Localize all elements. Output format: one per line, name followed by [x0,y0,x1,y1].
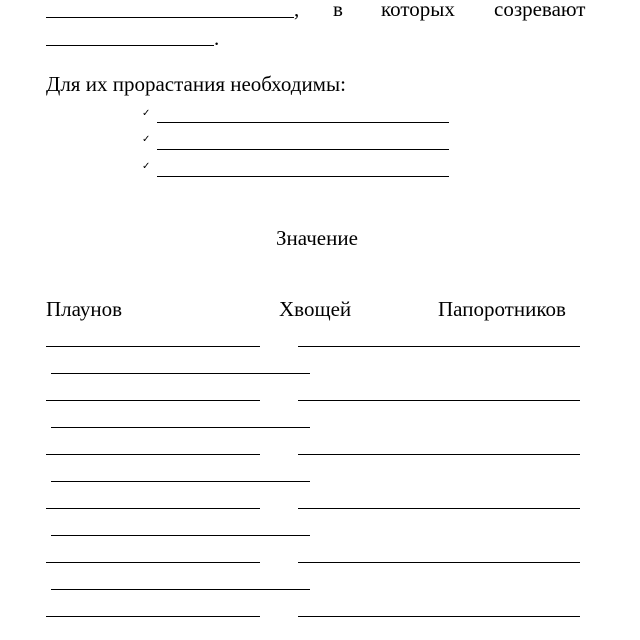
checklist-blank[interactable] [157,122,449,123]
answer-line[interactable] [51,535,310,536]
answer-line[interactable] [298,508,580,509]
germination-heading: Для их прорастания необходимы: [46,72,346,96]
answer-line[interactable] [298,562,580,563]
word-v: в [333,0,343,21]
answer-line[interactable] [46,454,260,455]
word-sozrevayut: созревают [494,0,586,21]
answer-line[interactable] [51,589,310,590]
answer-line[interactable] [46,616,260,617]
answer-line[interactable] [51,427,310,428]
checkmark-icon: ✓ [142,161,151,172]
checkmark-icon: ✓ [142,134,151,145]
answer-line[interactable] [298,616,580,617]
answer-line[interactable] [46,562,260,563]
period-text: . [214,26,220,50]
answer-line[interactable] [46,508,260,509]
section-title: Значение [276,226,358,250]
answer-line[interactable] [51,373,310,374]
answer-line[interactable] [46,400,260,401]
column-heading-plaunov: Плаунов [46,297,123,321]
checklist-blank[interactable] [157,176,449,177]
answer-line[interactable] [46,346,260,347]
answer-line[interactable] [298,454,580,455]
answer-line[interactable] [298,400,580,401]
answer-line[interactable] [51,481,310,482]
checkmark-icon: ✓ [142,108,151,119]
column-heading-paporotnikov: Папоротников [438,297,566,321]
answer-line[interactable] [298,346,580,347]
comma-text: , [294,0,300,21]
checklist-blank[interactable] [157,149,449,150]
word-kotoryh: которых [381,0,455,21]
answer-blank[interactable] [46,45,214,46]
answer-blank[interactable] [46,17,294,18]
column-heading-hvoshey: Хвощей [279,297,352,321]
